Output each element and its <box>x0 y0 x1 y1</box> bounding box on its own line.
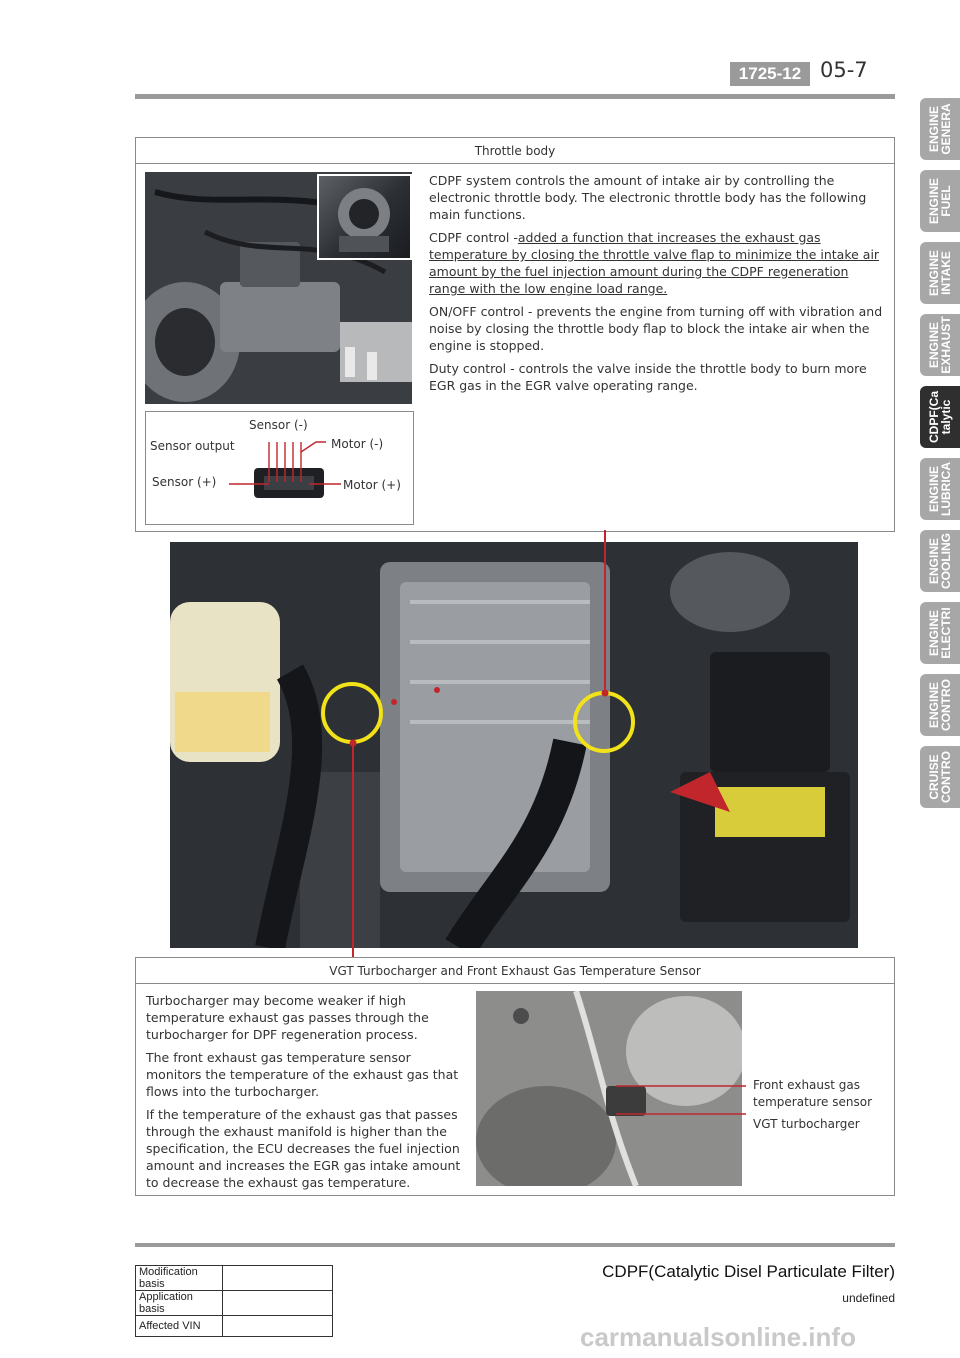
callout-front-exhaust-gas-sensor: Front exhaust gas temperature sensor <box>753 1078 873 1109</box>
affected-vin-label: Affected VIN <box>136 1316 223 1337</box>
tab-engine-control[interactable]: ENGINE CONTRO <box>920 674 960 736</box>
footer-subtitle: undefined <box>842 1291 895 1305</box>
throttle-body-photo <box>145 172 412 404</box>
table-row <box>136 1316 333 1337</box>
engine-bay-overlay <box>170 530 858 960</box>
vgt-callout-lines <box>616 1068 756 1128</box>
cdpf-control-label: CDPF control - <box>429 230 518 245</box>
throttle-body-inset-photo <box>317 174 412 260</box>
throttle-body-box <box>135 137 895 532</box>
vgt-paragraph-3: If the temperature of the exhaust gas that passes through the exhaust manifold is higher than the specification, the ECU decreases the fuel injection amount and increases the EGR gas intake amount to decrease the exhaust gas temperature. <box>146 1107 461 1190</box>
tab-engine-lubrication[interactable]: ENGINE LUBRICA <box>920 458 960 520</box>
tab-engine-electrical[interactable]: ENGINE ELECTRI <box>920 602 960 664</box>
tab-engine-intake[interactable]: ENGINE INTAKE <box>920 242 960 304</box>
watermark: carmanualsonline.info <box>580 1322 856 1352</box>
section-code-badge: 1725-12 <box>730 62 810 86</box>
table-row <box>136 1266 333 1291</box>
page-number: 05-7 <box>820 58 868 82</box>
cdpf-control-text: added a function that increases the exhaust gas temperature by closing the throttle valve flap to minimize the intake air amount by the fuel injection amount during the CDPF regeneration range with the low engine load range. <box>429 230 880 296</box>
footer-rule <box>135 1243 895 1247</box>
vgt-highlight-circle <box>323 684 381 742</box>
throttle-body-title: Throttle body <box>474 144 556 158</box>
header-rule <box>135 94 895 99</box>
inset-photo-art <box>319 176 410 258</box>
callout-vgt-turbocharger: VGT turbocharger <box>753 1117 860 1131</box>
throttle-body-description <box>429 172 883 394</box>
tab-engine-cooling[interactable]: ENGINE COOLING <box>920 530 960 592</box>
vgt-title-divider <box>136 983 894 984</box>
tab-engine-exhaust[interactable]: ENGINE EXHAUST <box>920 314 960 376</box>
throttle-intro: CDPF system controls the amount of intake air by controlling the electronic throttle body. The electronic throttle body has the following main functions. <box>429 173 867 222</box>
onoff-control-paragraph: ON/OFF control - prevents the engine from turning off with vibration and noise by closing the throttle body flap to block the intake air when the engine is stopped. <box>429 304 883 353</box>
marker-dot-1 <box>391 699 397 705</box>
connector-diagram-box <box>145 411 414 525</box>
label-sensor-minus: Sensor (-) <box>249 418 308 432</box>
duty-control-paragraph: Duty control - controls the valve inside the throttle body to burn more EGR gas in the EGR valve operating range. <box>429 361 867 393</box>
vgt-title: VGT Turbocharger and Front Exhaust Gas Temperature Sensor <box>329 964 701 978</box>
vgt-paragraph-2: The front exhaust gas temperature sensor monitors the temperature of the exhaust gas that flows into the turbocharger. <box>146 1050 459 1099</box>
footer-title: CDPF(Catalytic Disel Particulate Filter) <box>602 1262 895 1281</box>
cdpf-control-paragraph <box>429 229 883 297</box>
vgt-description <box>146 992 466 1191</box>
label-sensor-plus: Sensor (+) <box>152 475 217 489</box>
tab-engine-general[interactable]: ENGINE GENERA <box>920 98 960 160</box>
tab-engine-fuel[interactable]: ENGINE FUEL <box>920 170 960 232</box>
throttle-leader-dot <box>602 690 609 697</box>
tab-cdpf[interactable]: CDPF(Ca talytic <box>920 386 960 448</box>
tab-cruise-control[interactable]: CRUISE CONTRO <box>920 746 960 808</box>
title-divider <box>136 163 894 164</box>
label-motor-minus: Motor (-) <box>331 437 384 451</box>
label-motor-plus: Motor (+) <box>343 478 401 492</box>
modification-basis-label: Modification basis <box>136 1266 223 1291</box>
marker-dot-2 <box>434 687 440 693</box>
table-row <box>136 1291 333 1316</box>
vgt-box <box>135 957 895 1196</box>
vgt-leader-dot <box>350 740 357 747</box>
label-sensor-output: Sensor output <box>150 439 235 453</box>
throttle-highlight-circle <box>575 693 633 751</box>
application-basis-label: Application basis <box>136 1291 223 1316</box>
application-basis-value <box>223 1291 333 1316</box>
vgt-paragraph-1: Turbocharger may become weaker if high temperature exhaust gas passes through the turbocharger for DPF regeneration process. <box>146 993 429 1042</box>
affected-vin-value <box>223 1316 333 1337</box>
modification-table <box>135 1265 333 1337</box>
modification-basis-value <box>223 1266 333 1291</box>
